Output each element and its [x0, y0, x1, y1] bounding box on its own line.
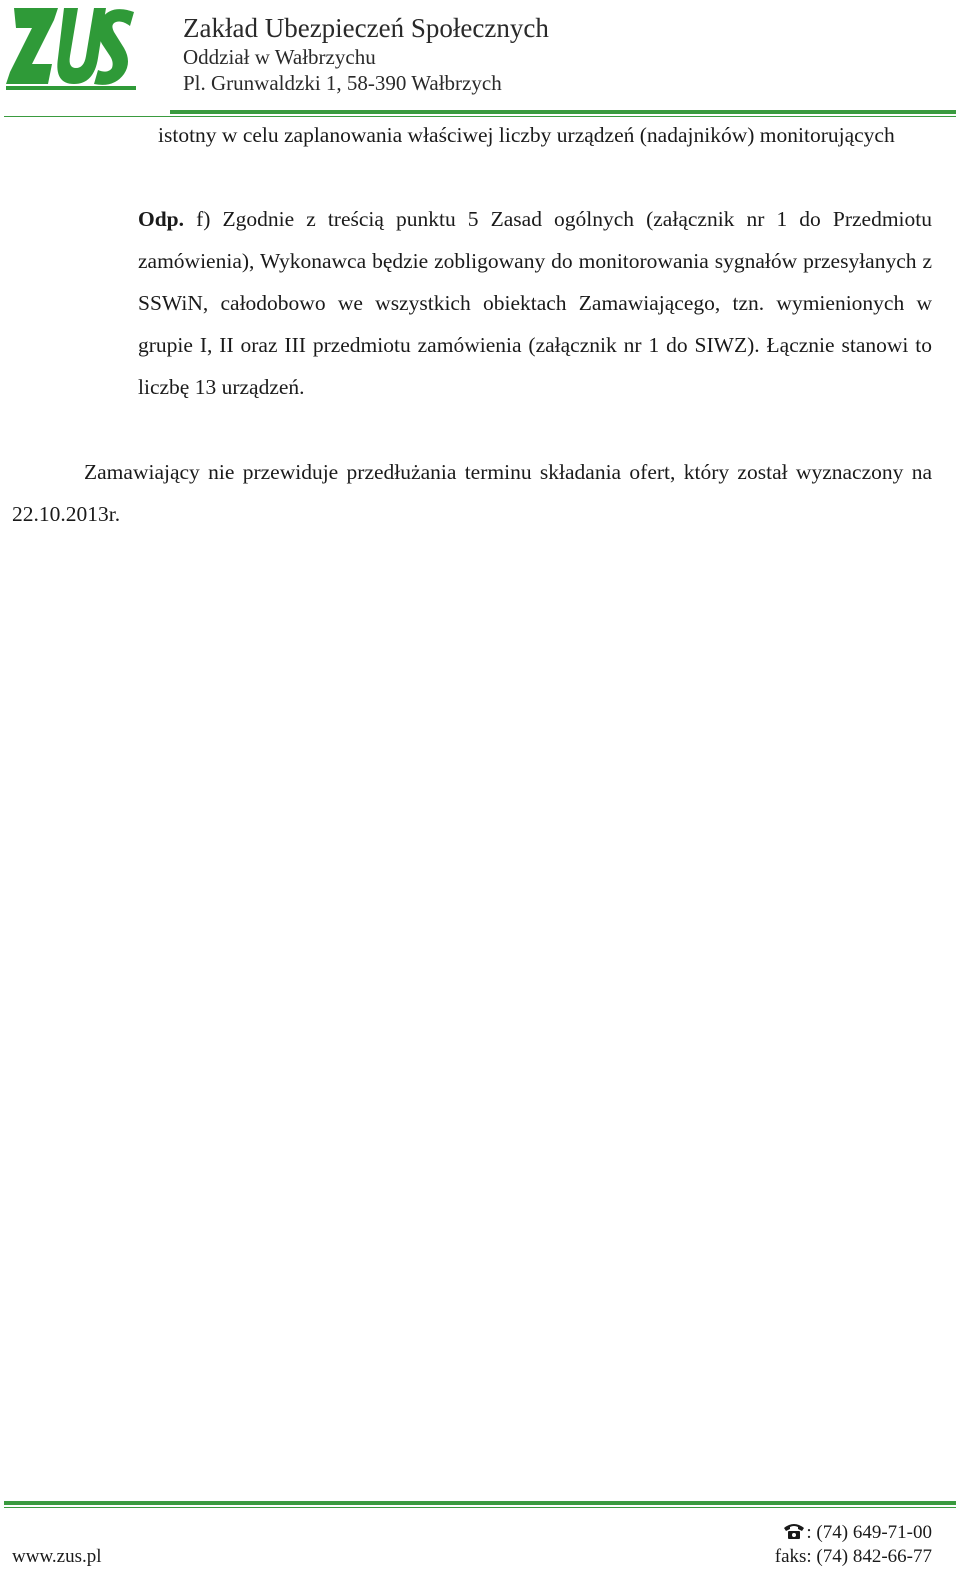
website-link[interactable]: www.zus.pl [12, 1546, 102, 1567]
org-name: Zakład Ubezpieczeń Społecznych [183, 13, 549, 43]
org-address: Pl. Grunwaldzki 1, 58-390 Wałbrzych [183, 71, 502, 95]
footer-divider-thin [4, 1507, 956, 1508]
fax-number: faks: (74) 842-66-77 [774, 1546, 932, 1567]
footer-divider [4, 1501, 956, 1505]
zus-logo [6, 4, 136, 90]
header-org-block [183, 12, 549, 96]
phone-line [775, 1521, 932, 1545]
question-paragraph [158, 114, 932, 156]
answer-paragraph [138, 198, 932, 408]
deadline-text: Zamawiający nie przewiduje przedłużania terminu składania ofert, który został wyznaczony na 22.10.2013r. [12, 460, 932, 526]
contact-block [775, 1521, 932, 1569]
question-text: istotny w celu zaplanowania właściwej liczby urządzeń (nadajników) monitorujących [158, 123, 895, 147]
branch-name: Oddział w Wałbrzychu [183, 45, 376, 69]
answer-text: f) Zgodnie z treścią punktu 5 Zasad ogólnych (załącznik nr 1 do Przedmiotu zamówienia), Wykonawca będzie zobligowany do monitorowania sygnałów przesyłanych z SSWiN, całodobowo we wszystkich obiektach Zamawiającego, tzn. wymienionych w grupie I, II oraz III przedmiotu zamówienia (załącznik nr 1 do SIWZ). Łącznie stanowi to liczbę 13 urządzeń. [138, 207, 932, 399]
phone-number: : (74) 649-71-00 [806, 1522, 932, 1543]
deadline-paragraph [12, 451, 932, 535]
telephone-icon [782, 1522, 806, 1540]
answer-label: Odp. [138, 207, 185, 231]
